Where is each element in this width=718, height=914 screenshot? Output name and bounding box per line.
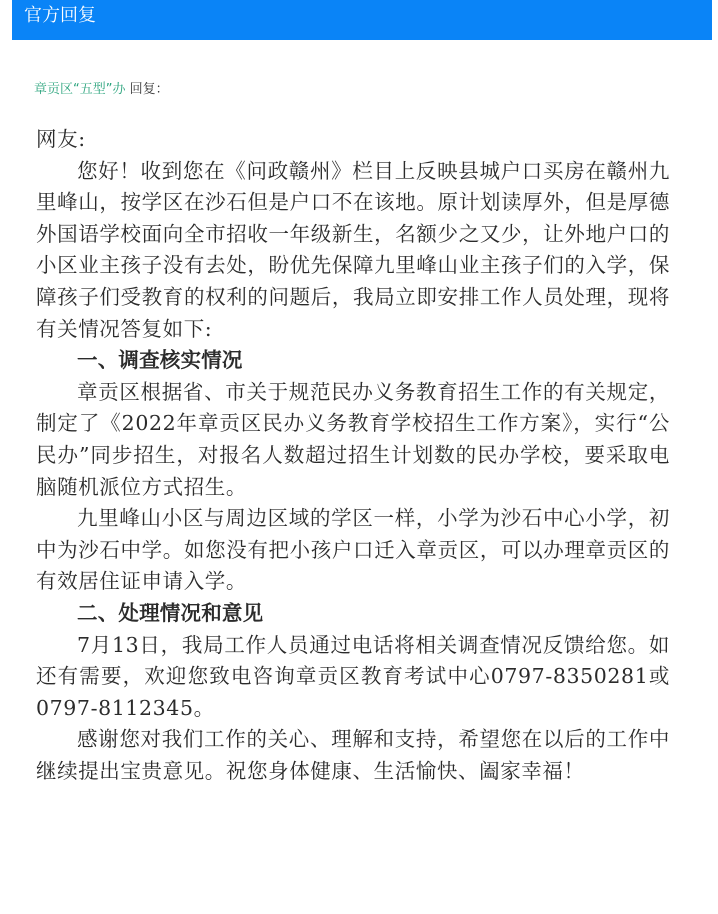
letter-intro-paragraph: 您好！收到您在《问政赣州》栏目上反映县城户口买房在赣州九里峰山，按学区在沙石但是户口不在该地。原计划读厚外，但是厚德外国语学校面向全市招收一年级新生，名额少之又少，让外地户口的小区业主孩子没有去处，盼优先保障九里峰山业主孩子们的入学，保障孩子们受教育的权利的问题后，我局立即安排工作人员处理，现将有关情况答复如下: [36, 158, 670, 341]
official-reply-header [12, 0, 712, 40]
reply-letter-body [36, 124, 670, 787]
section-heading-handling: 二、处理情况和意见 [77, 600, 264, 625]
investigation-paragraph-school-district: 九里峰山小区与周边区域的学区一样，小学为沙石中心小学，初中为沙石中学。如您没有把小孩户口迁入章贡区，可以办理章贡区的有效居住证申请入学。 [36, 506, 670, 594]
header-title: 官方回复 [24, 5, 96, 26]
investigation-paragraph-policy: 章贡区根据省、市关于规范民办义务教育招生工作的有关规定，制定了《2022年章贡区民办义务教育学校招生工作方案》，实行“公民办”同步招生，对报名人数超过招生计划数的民办学校，要采取电脑随机派位方式招生。 [36, 379, 670, 499]
closing-paragraph: 感谢您对我们工作的关心、理解和支持，希望您在以后的工作中继续提出宝贵意见。祝您身体健康、生活愉快、阖家幸福！ [36, 727, 670, 783]
reply-department: 章贡区“五型”办 [34, 82, 126, 97]
reply-label: 回复： [129, 82, 169, 97]
section-heading-investigation: 一、调查核实情况 [77, 348, 243, 373]
reply-source-line [34, 80, 169, 100]
handling-paragraph-feedback: 7月13日，我局工作人员通过电话将相关调查情况反馈给您。如还有需要，欢迎您致电咨询章贡区教育考试中心0797-8350281或0797-8112345。 [36, 632, 670, 720]
letter-greeting: 网友: [36, 127, 86, 151]
